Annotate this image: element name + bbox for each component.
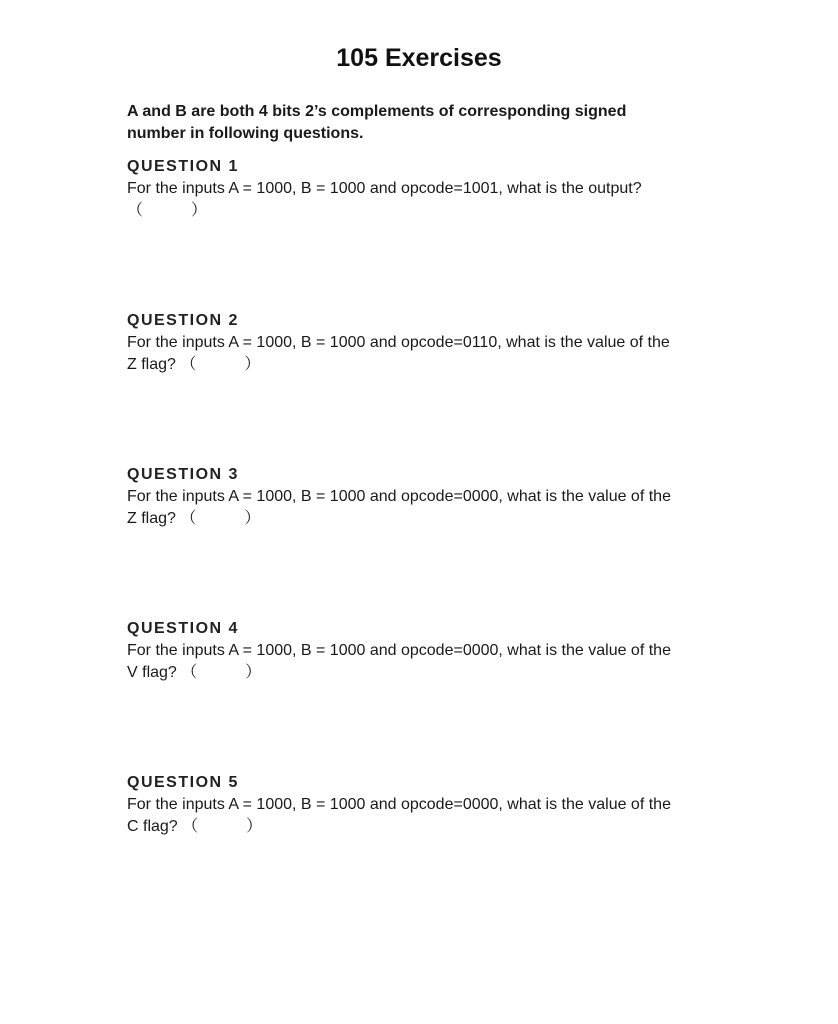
question-4-text: For the inputs A = 1000, B = 1000 and opcode=0000, what is the value of the bbox=[127, 642, 671, 659]
question-2-heading: QUESTION 2 bbox=[127, 312, 239, 329]
question-5 bbox=[127, 772, 727, 838]
question-2-text: For the inputs A = 1000, B = 1000 and opcode=0110, what is the value of the bbox=[127, 334, 670, 351]
question-5-answer-blank[interactable]: （ ） bbox=[182, 818, 263, 835]
question-3-answer-blank[interactable]: （ ） bbox=[180, 510, 261, 527]
question-1-heading: QUESTION 1 bbox=[127, 158, 239, 175]
question-5-text-cont bbox=[127, 816, 727, 838]
question-2 bbox=[127, 310, 727, 376]
question-3-text-cont bbox=[127, 508, 727, 530]
question-4-heading: QUESTION 4 bbox=[127, 620, 239, 637]
question-4-answer-blank[interactable]: （ ） bbox=[181, 664, 262, 681]
question-5-flag-label: C flag? bbox=[127, 818, 178, 835]
question-1-answer-blank[interactable]: （ ） bbox=[127, 202, 208, 219]
question-5-heading: QUESTION 5 bbox=[127, 774, 239, 791]
question-5-text: For the inputs A = 1000, B = 1000 and opcode=0000, what is the value of the bbox=[127, 796, 671, 813]
question-3 bbox=[127, 464, 727, 530]
intro-text: A and B are both 4 bits 2’s complements of corresponding signed number in following questions. bbox=[127, 103, 627, 142]
question-3-flag-label: Z flag? bbox=[127, 510, 176, 527]
question-4-text-cont bbox=[127, 662, 727, 684]
question-3-heading: QUESTION 3 bbox=[127, 466, 239, 483]
question-4-flag-label: V flag? bbox=[127, 664, 177, 681]
question-2-flag-label: Z flag? bbox=[127, 356, 176, 373]
question-2-answer-blank[interactable]: （ ） bbox=[180, 356, 261, 373]
question-1 bbox=[127, 156, 727, 222]
question-3-text: For the inputs A = 1000, B = 1000 and opcode=0000, what is the value of the bbox=[127, 488, 671, 505]
page-title: 105 Exercises bbox=[336, 44, 502, 72]
question-2-text-cont bbox=[127, 354, 727, 376]
question-1-text: For the inputs A = 1000, B = 1000 and opcode=1001, what is the output? bbox=[127, 180, 642, 197]
question-4 bbox=[127, 618, 727, 684]
